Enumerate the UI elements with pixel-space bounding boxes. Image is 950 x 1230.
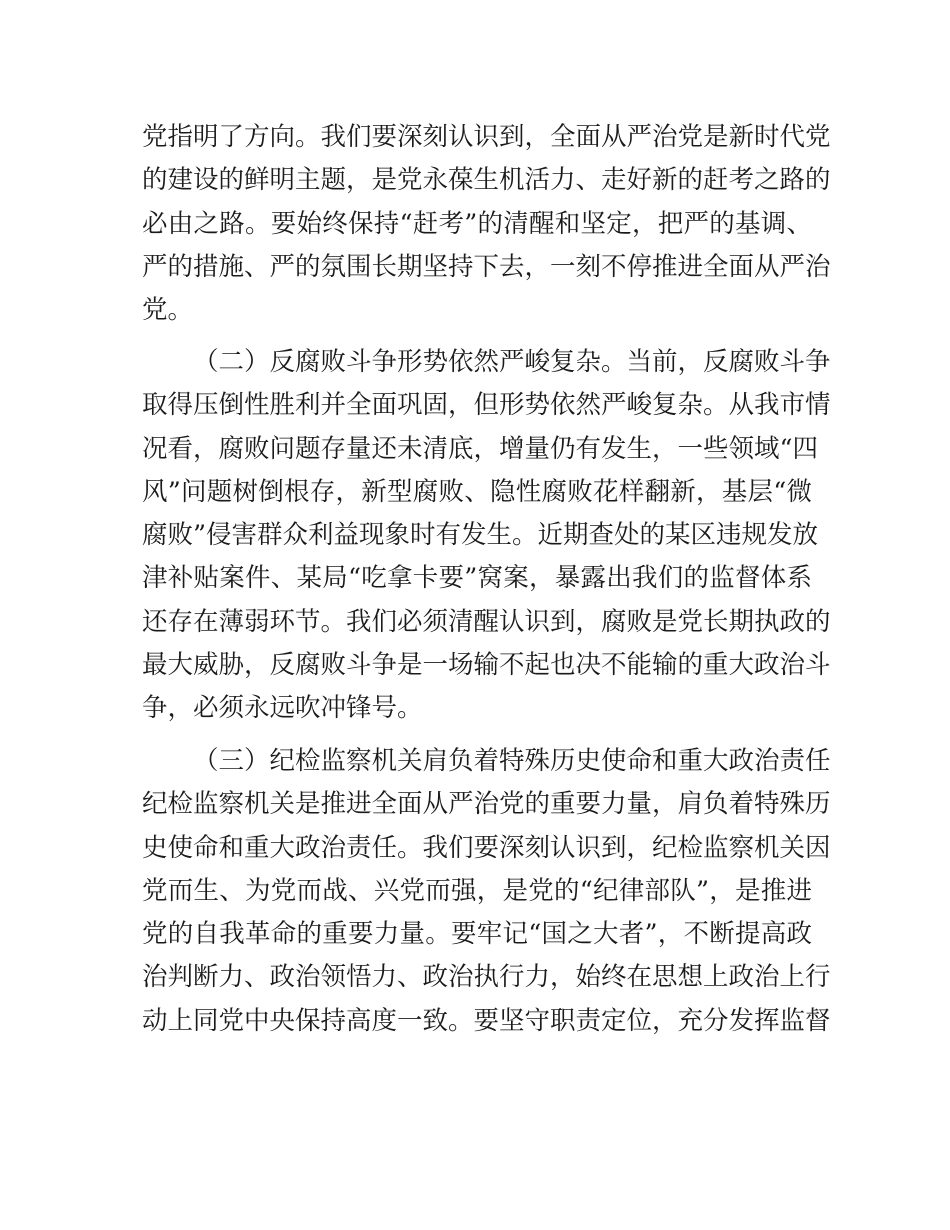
paragraph-discipline-inspection-mission: [142, 740, 831, 1043]
text-line: 还存在薄弱环节。我们必须清醒认识到，腐败是党长期执政的: [142, 606, 831, 637]
paragraph-party-direction: [142, 116, 831, 332]
section-heading-line: （二）反腐败斗争形势依然严峻复杂。当前，反腐败斗争: [193, 347, 831, 377]
text-line: 取得压倒性胜利并全面巩固，但形势依然严峻复杂。从我市情: [142, 390, 831, 421]
text-line: 风”问题树倒根存，新型腐败、隐性腐败花样翻新，基层“微: [142, 476, 812, 507]
text-line: 治判断力、政治领悟力、政治执行力，始终在思想上政治上行: [142, 962, 831, 993]
text-line: 动上同党中央保持高度一致。要坚守职责定位，充分发挥监督: [142, 1005, 831, 1036]
text-line: 争，必须永远吹冲锋号。: [142, 693, 423, 724]
text-line: 最大威胁，反腐败斗争是一场输不起也决不能输的重大政治斗: [142, 650, 831, 681]
text-line: 的建设的鲜明主题，是党永葆生机活力、走好新的赶考之路的: [142, 165, 831, 196]
text-line: 必由之路。要始终保持“赶考”的清醒和坚定，把严的基调、: [142, 208, 812, 239]
text-line: 党而生、为党而战、兴党而强，是党的“纪律部队”，是推进: [142, 875, 812, 906]
text-line: 况看，腐败问题存量还未清底，增量仍有发生，一些领域“四: [142, 433, 819, 464]
section-heading-line: （三）纪检监察机关肩负着特殊历史使命和重大政治责任: [193, 746, 831, 776]
text-line: 严的措施、严的氛围长期坚持下去，一刻不停推进全面从严治: [142, 251, 831, 282]
paragraph-anti-corruption-situation: [142, 341, 831, 731]
text-line: 腐败”侵害群众利益现象时有发生。近期查处的某区违规发放: [142, 520, 819, 551]
text-line: 党的自我革命的重要力量。要牢记“国之大者”，不断提高政: [142, 919, 812, 950]
text-line: 史使命和重大政治责任。我们要深刻认识到，纪检监察机关因: [142, 832, 831, 863]
text-line: 津补贴案件、某局“吃拿卡要”窝案，暴露出我们的监督体系: [142, 563, 812, 594]
text-line: 党指明了方向。我们要深刻认识到，全面从严治党是新时代党: [142, 122, 831, 152]
text-line: 纪检监察机关是推进全面从严治党的重要力量，肩负着特殊历: [142, 789, 831, 820]
text-line: 党。: [142, 295, 194, 326]
